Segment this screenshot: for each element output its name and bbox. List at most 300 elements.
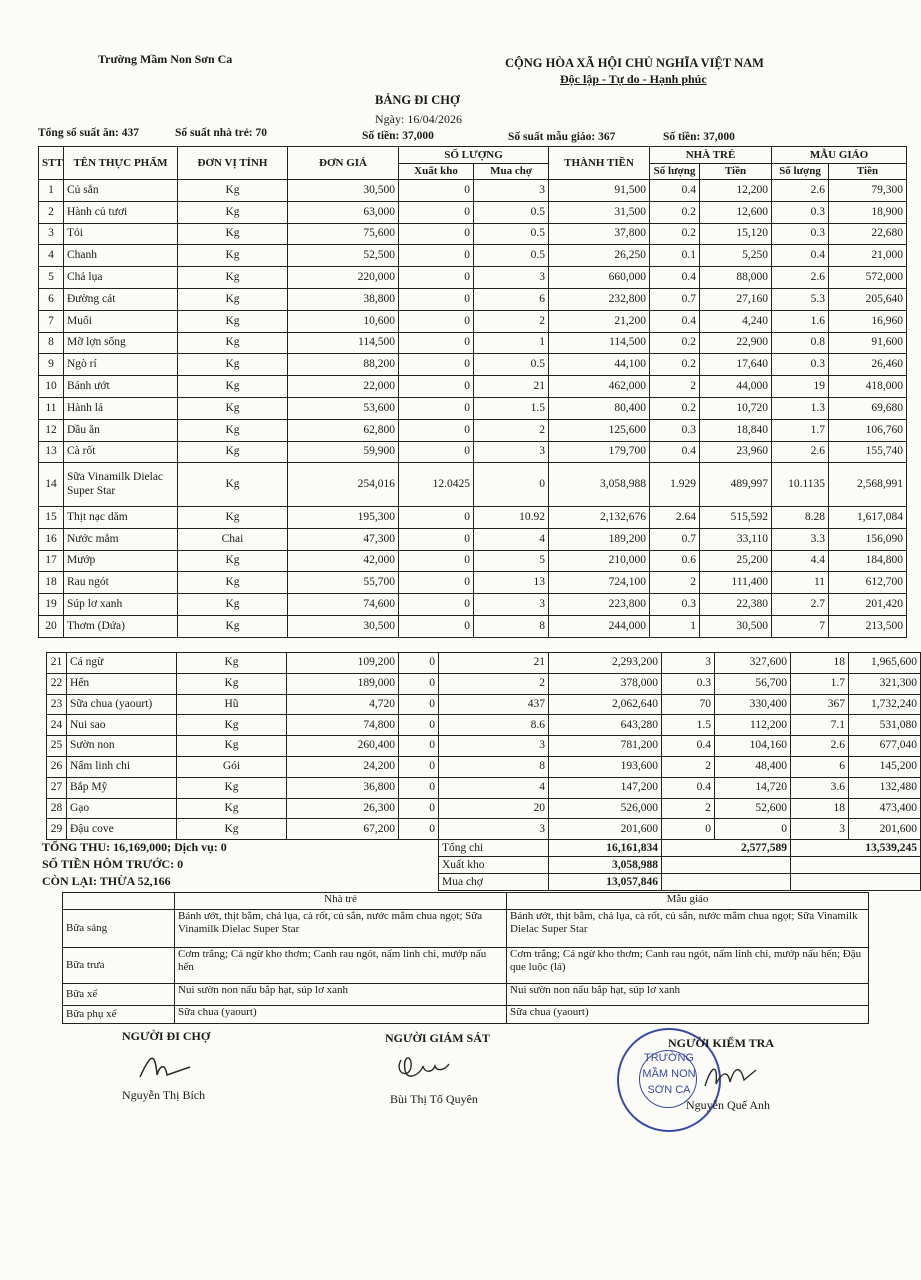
cell-name: Nước mắm — [64, 528, 178, 550]
cell-buy: 21 — [439, 653, 549, 674]
cell-price: 4,720 — [287, 694, 399, 715]
cell-unit: Kg — [178, 419, 288, 441]
cell-stt: 16 — [39, 528, 64, 550]
cell-price: 195,300 — [288, 506, 399, 528]
inspector-title: NGƯỜI KIỂM TRA — [668, 1036, 775, 1050]
cell-kinder-money: 1,965,600 — [849, 653, 921, 674]
table-row — [39, 550, 907, 572]
cell-price: 22,000 — [288, 376, 399, 398]
cell-price: 26,300 — [287, 798, 399, 819]
cell-out: 0 — [399, 310, 474, 332]
cell-stt: 25 — [47, 736, 67, 757]
cell-nursery-money: 30,500 — [700, 615, 772, 637]
cell-name: Cá ngừ — [67, 653, 177, 674]
cell-kinder-money: 145,200 — [849, 756, 921, 777]
cell-unit: Kg — [178, 572, 288, 594]
cell-price: 36,800 — [287, 777, 399, 798]
cell-stt: 8 — [39, 332, 64, 354]
cell-out: 0 — [399, 756, 439, 777]
menu-blank — [63, 893, 175, 910]
cell-price: 75,600 — [288, 223, 399, 245]
cell-unit: Kg — [178, 441, 288, 463]
cell-buy: 21 — [474, 376, 549, 398]
cell-unit: Gói — [177, 756, 287, 777]
cell-kinder-money: 418,000 — [829, 376, 907, 398]
cell-name: Mỡ lợn sống — [64, 332, 178, 354]
col-name: TÊN THỰC PHẨM — [64, 147, 178, 180]
cell-kinder-money: 16,960 — [829, 310, 907, 332]
cell-buy: 8 — [439, 756, 549, 777]
cell-nursery-money: 25,200 — [700, 550, 772, 572]
cell-buy: 3 — [474, 594, 549, 616]
cell-amount: 26,250 — [549, 245, 650, 267]
cell-unit: Chai — [178, 528, 288, 550]
cell-kinder-money: 155,740 — [829, 441, 907, 463]
cell-unit: Kg — [178, 506, 288, 528]
cell-kinder-qty: 18 — [791, 798, 849, 819]
cell-nursery-money: 327,600 — [715, 653, 791, 674]
kinder-meals: Số suất mẫu giáo: 367 — [508, 131, 616, 143]
summary-value: 16,161,834 — [549, 840, 662, 857]
col-kinder-money: Tiền — [829, 164, 907, 180]
cell-price: 42,000 — [288, 550, 399, 572]
cell-kinder-money: 132,480 — [849, 777, 921, 798]
cell-nursery-qty: 2 — [662, 756, 715, 777]
cell-nursery-money: 10,720 — [700, 397, 772, 419]
meal-kinder: Sữa chua (yaourt) — [507, 1006, 869, 1024]
cell-kinder-money: 213,500 — [829, 615, 907, 637]
cell-nursery-qty: 0.7 — [650, 528, 700, 550]
page-title: BẢNG ĐI CHỢ — [375, 93, 460, 107]
cell-buy: 3 — [439, 736, 549, 757]
cell-amount: 210,000 — [549, 550, 650, 572]
cell-amount: 21,200 — [549, 310, 650, 332]
cell-stt: 9 — [39, 354, 64, 376]
table-row — [39, 332, 907, 354]
cell-unit: Kg — [178, 288, 288, 310]
cell-buy: 20 — [439, 798, 549, 819]
cell-nursery-qty: 3 — [662, 653, 715, 674]
cell-stt: 7 — [39, 310, 64, 332]
cell-amount: 201,600 — [549, 819, 662, 840]
cell-kinder-qty: 7 — [772, 615, 829, 637]
cell-out: 0 — [399, 397, 474, 419]
cell-out: 0 — [399, 715, 439, 736]
cell-out: 0 — [399, 506, 474, 528]
meal-kinder: Cơm trắng; Cá ngừ kho thơm; Canh rau ngót, nấm linh chi, mướp nấu hến; Đậu que luộc (lá) — [507, 948, 869, 984]
col-kinder: MẪU GIÁO — [772, 147, 907, 164]
cell-out: 0 — [399, 653, 439, 674]
cell-price: 52,500 — [288, 245, 399, 267]
table-row — [39, 223, 907, 245]
cell-price: 189,000 — [287, 673, 399, 694]
cell-kinder-money: 572,000 — [829, 267, 907, 289]
cell-stt: 2 — [39, 201, 64, 223]
col-buy: Mua chợ — [474, 164, 549, 180]
cell-amount: 244,000 — [549, 615, 650, 637]
cell-amount: 37,800 — [549, 223, 650, 245]
cell-out: 0 — [399, 267, 474, 289]
buyer-name: Nguyễn Thị Bích — [122, 1088, 206, 1102]
cell-stt: 18 — [39, 572, 64, 594]
cell-kinder-money: 18,900 — [829, 201, 907, 223]
cell-buy: 1 — [474, 332, 549, 354]
cell-stt: 27 — [47, 777, 67, 798]
cell-nursery-money: 17,640 — [700, 354, 772, 376]
cell-kinder-qty: 0.3 — [772, 201, 829, 223]
cell-out: 0 — [399, 354, 474, 376]
cell-unit: Kg — [177, 673, 287, 694]
cell-kinder-money: 156,090 — [829, 528, 907, 550]
cell-kinder-money: 531,080 — [849, 715, 921, 736]
cell-name: Tỏi — [64, 223, 178, 245]
school-name: Trường Mầm Non Sơn Ca — [98, 52, 233, 66]
cell-stt: 28 — [47, 798, 67, 819]
menu-kinder-header: Mẫu giáo — [507, 893, 869, 910]
cell-nursery-qty: 0.3 — [662, 673, 715, 694]
cell-amount: 232,800 — [549, 288, 650, 310]
cell-stt: 20 — [39, 615, 64, 637]
summary-kinder-total: 13,539,245 — [791, 840, 921, 857]
food-table-2 — [46, 652, 921, 891]
cell-nursery-money: 0 — [715, 819, 791, 840]
cell-unit: Kg — [177, 715, 287, 736]
cell-name: Thịt nạc dăm — [64, 506, 178, 528]
cell-price: 114,500 — [288, 332, 399, 354]
cell-unit: Kg — [177, 653, 287, 674]
cell-amount: 724,100 — [549, 572, 650, 594]
cell-kinder-money: 205,640 — [829, 288, 907, 310]
cell-kinder-money: 201,600 — [849, 819, 921, 840]
table-row — [47, 819, 921, 840]
cell-buy: 3 — [474, 267, 549, 289]
cell-stt: 13 — [39, 441, 64, 463]
cell-buy: 0.5 — [474, 223, 549, 245]
cell-kinder-money: 612,700 — [829, 572, 907, 594]
cell-nursery-money: 12,600 — [700, 201, 772, 223]
cell-nursery-qty: 1.929 — [650, 463, 700, 507]
cell-name: Cà rốt — [64, 441, 178, 463]
cell-nursery-qty: 0.2 — [650, 397, 700, 419]
cell-name: Bắp Mỹ — [67, 777, 177, 798]
cell-nursery-money: 27,160 — [700, 288, 772, 310]
summary-nursery-total — [662, 874, 791, 891]
summary-value: 13,057,846 — [549, 874, 662, 891]
cell-stt: 5 — [39, 267, 64, 289]
cell-buy: 0.5 — [474, 245, 549, 267]
cell-nursery-qty: 2 — [662, 798, 715, 819]
meal-name: Bữa trưa — [63, 948, 175, 984]
cell-unit: Kg — [178, 267, 288, 289]
cell-kinder-money: 91,600 — [829, 332, 907, 354]
cell-nursery-qty: 0.3 — [650, 594, 700, 616]
cell-kinder-qty: 1.7 — [772, 419, 829, 441]
cell-out: 0 — [399, 673, 439, 694]
cell-nursery-qty: 0.4 — [650, 310, 700, 332]
cell-stt: 6 — [39, 288, 64, 310]
cell-out: 0 — [399, 528, 474, 550]
cell-price: 30,500 — [288, 615, 399, 637]
cell-name: Hành lá — [64, 397, 178, 419]
cell-name: Ngò rí — [64, 354, 178, 376]
summary-label: Tổng chi — [439, 840, 549, 857]
cell-name: Sữa Vinamilk Dielac Super Star — [64, 463, 178, 507]
cell-out: 0 — [399, 223, 474, 245]
cell-amount: 2,293,200 — [549, 653, 662, 674]
cell-nursery-money: 23,960 — [700, 441, 772, 463]
cell-buy: 10.92 — [474, 506, 549, 528]
buyer-signature — [135, 1045, 195, 1085]
cell-name: Đậu cove — [67, 819, 177, 840]
cell-buy: 3 — [474, 441, 549, 463]
supervisor-title: NGƯỜI GIÁM SÁT — [385, 1031, 490, 1045]
cell-stt: 15 — [39, 506, 64, 528]
cell-name: Nấm linh chi — [67, 756, 177, 777]
summary-label: Xuất kho — [439, 857, 549, 874]
meal-nursery: Cơm trắng; Cá ngừ kho thơm; Canh rau ngót, nấm linh chi, mướp nấu hến — [175, 948, 507, 984]
cell-price: 30,500 — [288, 180, 399, 202]
cell-buy: 6 — [474, 288, 549, 310]
cell-price: 74,600 — [288, 594, 399, 616]
table-row — [39, 594, 907, 616]
cell-out: 0 — [399, 441, 474, 463]
cell-buy: 13 — [474, 572, 549, 594]
cell-amount: 462,000 — [549, 376, 650, 398]
cell-stt: 12 — [39, 419, 64, 441]
cell-kinder-qty: 2.6 — [772, 441, 829, 463]
cell-price: 254,016 — [288, 463, 399, 507]
stamp-line-2: MẦM NON — [642, 1068, 696, 1080]
cell-stt: 29 — [47, 819, 67, 840]
cell-stt: 10 — [39, 376, 64, 398]
cell-nursery-qty: 2 — [650, 376, 700, 398]
cell-amount: 31,500 — [549, 201, 650, 223]
cell-kinder-qty: 0.3 — [772, 223, 829, 245]
summary-kinder-total — [791, 857, 921, 874]
cell-out: 0 — [399, 798, 439, 819]
cell-nursery-money: 56,700 — [715, 673, 791, 694]
cell-name: Hến — [67, 673, 177, 694]
cell-nursery-qty: 0.4 — [650, 267, 700, 289]
cell-nursery-qty: 0.2 — [650, 354, 700, 376]
nursery-meals: Số suất nhà trẻ: 70 — [175, 127, 268, 139]
summary-label: Mua chợ — [439, 874, 549, 891]
cell-kinder-money: 2,568,991 — [829, 463, 907, 507]
table-row — [39, 615, 907, 637]
cell-nursery-qty: 0.4 — [662, 777, 715, 798]
cell-nursery-qty: 0.4 — [650, 441, 700, 463]
remaining-balance: CÒN LẠI: THỪA 52,166 — [42, 874, 171, 888]
cell-kinder-qty: 3.3 — [772, 528, 829, 550]
cell-out: 0 — [399, 694, 439, 715]
cell-amount: 223,800 — [549, 594, 650, 616]
cell-name: Mướp — [64, 550, 178, 572]
cell-unit: Kg — [178, 615, 288, 637]
cell-kinder-money: 26,460 — [829, 354, 907, 376]
cell-kinder-qty: 0.8 — [772, 332, 829, 354]
cell-nursery-money: 12,200 — [700, 180, 772, 202]
motto: Độc lập - Tự do - Hạnh phúc — [560, 72, 707, 86]
meal-kinder: Bánh ướt, thịt bằm, chả lụa, cà rốt, củ sắn, nước mắm chua ngọt; Sữa Vinamilk Dielac Super Star — [507, 910, 869, 948]
table-row — [39, 201, 907, 223]
cell-kinder-money: 21,000 — [829, 245, 907, 267]
cell-unit: Kg — [178, 332, 288, 354]
cell-amount: 643,280 — [549, 715, 662, 736]
cell-kinder-money: 677,040 — [849, 736, 921, 757]
cell-kinder-qty: 4.4 — [772, 550, 829, 572]
total-income: TỔNG THU: 16,169,000; Dịch vụ: 0 — [42, 840, 227, 854]
col-stt: STT — [39, 147, 64, 180]
cell-buy: 437 — [439, 694, 549, 715]
cell-buy: 8 — [474, 615, 549, 637]
cell-nursery-qty: 0 — [662, 819, 715, 840]
cell-out: 0 — [399, 245, 474, 267]
cell-amount: 80,400 — [549, 397, 650, 419]
cell-nursery-qty: 0.1 — [650, 245, 700, 267]
cell-nursery-money: 4,240 — [700, 310, 772, 332]
cell-buy: 4 — [474, 528, 549, 550]
col-price: ĐƠN GIÁ — [288, 147, 399, 180]
cell-nursery-qty: 2.64 — [650, 506, 700, 528]
cell-nursery-money: 111,400 — [700, 572, 772, 594]
cell-out: 0 — [399, 180, 474, 202]
cell-nursery-money: 104,160 — [715, 736, 791, 757]
table-row — [39, 441, 907, 463]
col-amount: THÀNH TIỀN — [549, 147, 650, 180]
cell-price: 220,000 — [288, 267, 399, 289]
table-row — [39, 245, 907, 267]
table-row — [39, 397, 907, 419]
cell-price: 38,800 — [288, 288, 399, 310]
cell-kinder-money: 1,732,240 — [849, 694, 921, 715]
inspector-signature — [700, 1058, 760, 1094]
cell-out: 0 — [399, 777, 439, 798]
cell-buy: 0 — [474, 463, 549, 507]
cell-out: 0 — [399, 615, 474, 637]
cell-kinder-qty: 367 — [791, 694, 849, 715]
cell-kinder-money: 321,300 — [849, 673, 921, 694]
col-qty: SỐ LƯỢNG — [399, 147, 549, 164]
cell-out: 0 — [399, 288, 474, 310]
cell-stt: 1 — [39, 180, 64, 202]
table-row — [39, 528, 907, 550]
cell-price: 53,600 — [288, 397, 399, 419]
buyer-title: NGƯỜI ĐI CHỢ — [122, 1029, 211, 1043]
nursery-money: Số tiền: 37,000 — [362, 130, 434, 142]
col-kinder-qty: Số lượng — [772, 164, 829, 180]
table-row — [47, 673, 921, 694]
cell-unit: Kg — [178, 397, 288, 419]
table-row — [39, 506, 907, 528]
cell-nursery-qty: 0.2 — [650, 201, 700, 223]
cell-nursery-money: 5,250 — [700, 245, 772, 267]
col-unit: ĐƠN VỊ TÍNH — [178, 147, 288, 180]
cell-unit: Kg — [178, 376, 288, 398]
supervisor-signature — [393, 1050, 453, 1086]
cell-name: Dầu ăn — [64, 419, 178, 441]
cell-amount: 526,000 — [549, 798, 662, 819]
cell-price: 63,000 — [288, 201, 399, 223]
cell-buy: 2 — [474, 419, 549, 441]
cell-unit: Hũ — [177, 694, 287, 715]
cell-nursery-money: 489,997 — [700, 463, 772, 507]
cell-kinder-qty: 2.6 — [791, 736, 849, 757]
cell-name: Bánh ướt — [64, 376, 178, 398]
cell-price: 62,800 — [288, 419, 399, 441]
cell-unit: Kg — [177, 736, 287, 757]
cell-name: Súp lơ xanh — [64, 594, 178, 616]
cell-name: Hành củ tươi — [64, 201, 178, 223]
meal-nursery: Bánh ướt, thịt bằm, chả lụa, cà rốt, củ sắn, nước mắm chua ngọt; Sữa Vinamilk Dielac Super Star — [175, 910, 507, 948]
kinder-money: Số tiền: 37,000 — [663, 131, 735, 143]
cell-nursery-money: 33,110 — [700, 528, 772, 550]
cell-buy: 4 — [439, 777, 549, 798]
table-row — [39, 463, 907, 507]
col-out: Xuất kho — [399, 164, 474, 180]
cell-kinder-money: 79,300 — [829, 180, 907, 202]
meal-name: Bữa xế — [63, 984, 175, 1006]
cell-buy: 0.5 — [474, 354, 549, 376]
cell-amount: 193,600 — [549, 756, 662, 777]
cell-name: Sườn non — [67, 736, 177, 757]
cell-kinder-qty: 1.3 — [772, 397, 829, 419]
cell-out: 0 — [399, 572, 474, 594]
cell-unit: Kg — [178, 594, 288, 616]
cell-stt: 3 — [39, 223, 64, 245]
cell-stt: 22 — [47, 673, 67, 694]
cell-kinder-qty: 11 — [772, 572, 829, 594]
table-row — [39, 267, 907, 289]
cell-nursery-money: 14,720 — [715, 777, 791, 798]
cell-out: 0 — [399, 550, 474, 572]
cell-kinder-qty: 18 — [791, 653, 849, 674]
cell-kinder-money: 473,400 — [849, 798, 921, 819]
cell-kinder-money: 69,680 — [829, 397, 907, 419]
cell-unit: Kg — [177, 819, 287, 840]
cell-unit: Kg — [178, 310, 288, 332]
food-table-1-body — [39, 180, 907, 638]
cell-price: 10,600 — [288, 310, 399, 332]
cell-name: Nui sao — [67, 715, 177, 736]
cell-nursery-money: 18,840 — [700, 419, 772, 441]
cell-amount: 2,062,640 — [549, 694, 662, 715]
cell-kinder-money: 201,420 — [829, 594, 907, 616]
cell-unit: Kg — [177, 777, 287, 798]
cell-amount: 378,000 — [549, 673, 662, 694]
cell-buy: 2 — [474, 310, 549, 332]
col-nursery-money: Tiền — [700, 164, 772, 180]
cell-name: Đường cát — [64, 288, 178, 310]
cell-nursery-qty: 0.4 — [650, 180, 700, 202]
cell-name: Thơm (Dứa) — [64, 615, 178, 637]
cell-nursery-qty: 0.3 — [650, 419, 700, 441]
cell-nursery-qty: 0.7 — [650, 288, 700, 310]
cell-price: 260,400 — [287, 736, 399, 757]
cell-kinder-qty: 1.7 — [791, 673, 849, 694]
cell-nursery-qty: 1.5 — [662, 715, 715, 736]
cell-unit: Kg — [177, 798, 287, 819]
cell-nursery-qty: 1 — [650, 615, 700, 637]
date: Ngày: 16/04/2026 — [375, 112, 462, 126]
cell-buy: 3 — [474, 180, 549, 202]
cell-out: 0 — [399, 736, 439, 757]
cell-kinder-qty: 3 — [791, 819, 849, 840]
cell-nursery-money: 330,400 — [715, 694, 791, 715]
cell-kinder-money: 184,800 — [829, 550, 907, 572]
col-nursery-qty: Số lượng — [650, 164, 700, 180]
summary-row — [47, 874, 921, 891]
menu-table — [62, 892, 869, 1024]
